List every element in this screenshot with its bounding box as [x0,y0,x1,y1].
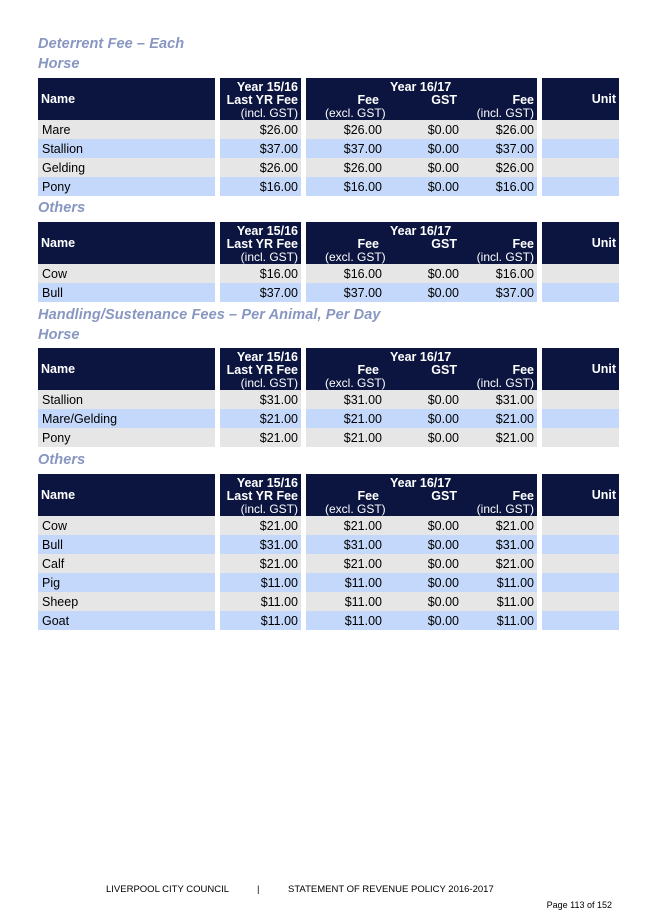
header-last-yr-fee: Last YR Fee [226,489,298,503]
cell-last-yr-fee: $26.00 [220,120,301,139]
cell-unit [542,139,619,158]
cell-fee-excl-gst: $26.00 [306,120,385,139]
cell-fee-excl-gst: $16.00 [306,264,385,283]
cell-unit [542,535,619,554]
cell-unit [542,283,619,302]
header-year-prev: Year 15/16 [236,476,298,490]
cell-fee-incl-gst: $21.00 [462,516,537,535]
header-year-curr: Year 16/17 [390,224,452,238]
header-fee: Fee [357,237,379,251]
cell-fee-incl-gst: $11.00 [462,573,537,592]
cell-name: Stallion [38,390,215,409]
col-header-unit: Unit [542,348,619,390]
table-row [38,264,619,283]
footer-organisation: LIVERPOOL CITY COUNCIL [106,884,230,895]
header-excl-gst: (excl. GST) [325,106,386,120]
cell-gst: $0.00 [385,428,462,447]
cell-gst: $0.00 [385,139,462,158]
table-row [38,535,619,554]
table-row [38,158,619,177]
col-header-last-yr-fee [220,222,301,264]
cell-fee-excl-gst: $21.00 [306,428,385,447]
header-fee-incl: Fee [512,489,534,503]
col-header-unit: Unit [542,474,619,516]
table-row [38,120,619,139]
cell-gst: $0.00 [385,390,462,409]
header-excl-gst: (excl. GST) [325,502,386,516]
section-heading: Deterrent Fee – Each [38,36,185,52]
col-header-name: Name [38,474,215,516]
cell-name: Sheep [38,592,215,611]
table-row [38,428,619,447]
col-header-name: Name [38,348,215,390]
header-fee: Fee [357,93,379,107]
cell-fee-incl-gst: $16.00 [462,177,537,196]
cell-name: Cow [38,264,215,283]
table-row [38,554,619,573]
cell-fee-excl-gst: $31.00 [306,535,385,554]
cell-gst: $0.00 [385,535,462,554]
cell-fee-incl-gst: $37.00 [462,139,537,158]
header-fee-incl: Fee [512,237,534,251]
header-gst: GST [431,489,457,503]
cell-last-yr-fee: $26.00 [220,158,301,177]
cell-unit [542,428,619,447]
cell-unit [542,177,619,196]
cell-last-yr-fee: $21.00 [220,409,301,428]
cell-fee-excl-gst: $11.00 [306,573,385,592]
header-year-prev: Year 15/16 [236,224,298,238]
header-fee-incl: Fee [512,93,534,107]
col-header-unit: Unit [542,222,619,264]
cell-unit [542,409,619,428]
page-number: Page 113 of 152 [546,900,612,910]
cell-last-yr-fee: $11.00 [220,573,301,592]
cell-fee-excl-gst: $26.00 [306,158,385,177]
cell-fee-incl-gst: $26.00 [462,158,537,177]
subsection-heading: Horse [38,56,80,72]
header-incl-gst: (incl. GST) [476,106,534,120]
cell-fee-excl-gst: $37.00 [306,283,385,302]
header-year-curr: Year 16/17 [390,476,452,490]
cell-last-yr-fee: $21.00 [220,428,301,447]
cell-name: Bull [38,283,215,302]
header-gst: GST [431,237,457,251]
footer-separator: | [257,884,260,895]
table-row [38,592,619,611]
col-header-year-curr [306,348,537,390]
cell-fee-incl-gst: $21.00 [462,428,537,447]
subsection-heading: Others [38,452,86,468]
header-excl-gst: (excl. GST) [325,250,386,264]
table-row [38,283,619,302]
cell-fee-excl-gst: $21.00 [306,516,385,535]
header-incl-gst: (incl. GST) [240,376,298,390]
table-row [38,177,619,196]
cell-unit [542,264,619,283]
cell-last-yr-fee: $11.00 [220,592,301,611]
cell-name: Pony [38,177,215,196]
cell-gst: $0.00 [385,592,462,611]
cell-last-yr-fee: $31.00 [220,390,301,409]
cell-last-yr-fee: $37.00 [220,139,301,158]
header-excl-gst: (excl. GST) [325,376,386,390]
col-header-year-curr [306,78,537,120]
cell-gst: $0.00 [385,611,462,630]
cell-unit [542,611,619,630]
table-row [38,409,619,428]
table-header-row [38,474,619,516]
cell-last-yr-fee: $37.00 [220,283,301,302]
fee-table [38,222,619,302]
cell-fee-excl-gst: $37.00 [306,139,385,158]
footer-document-title: STATEMENT OF REVENUE POLICY 2016-2017 [288,884,494,895]
cell-name: Goat [38,611,215,630]
cell-fee-excl-gst: $21.00 [306,554,385,573]
subsection-heading: Horse [38,327,80,343]
cell-unit [542,516,619,535]
header-year-curr: Year 16/17 [390,80,452,94]
header-incl-gst: (incl. GST) [476,502,534,516]
col-header-last-yr-fee [220,78,301,120]
fee-table [38,474,619,630]
cell-name: Cow [38,516,215,535]
subsection-heading: Others [38,200,86,216]
table-row [38,390,619,409]
cell-unit [542,120,619,139]
cell-unit [542,158,619,177]
fee-table [38,348,619,447]
header-last-yr-fee: Last YR Fee [226,237,298,251]
cell-gst: $0.00 [385,158,462,177]
header-incl-gst: (incl. GST) [240,502,298,516]
cell-fee-incl-gst: $26.00 [462,120,537,139]
cell-last-yr-fee: $11.00 [220,611,301,630]
cell-fee-incl-gst: $21.00 [462,554,537,573]
header-last-yr-fee: Last YR Fee [226,93,298,107]
cell-name: Pony [38,428,215,447]
header-incl-gst: (incl. GST) [240,250,298,264]
cell-last-yr-fee: $31.00 [220,535,301,554]
cell-name: Gelding [38,158,215,177]
cell-fee-incl-gst: $16.00 [462,264,537,283]
cell-fee-incl-gst: $21.00 [462,409,537,428]
cell-fee-incl-gst: $31.00 [462,390,537,409]
cell-fee-incl-gst: $11.00 [462,592,537,611]
header-last-yr-fee: Last YR Fee [226,363,298,377]
cell-gst: $0.00 [385,516,462,535]
cell-unit [542,592,619,611]
cell-fee-excl-gst: $11.00 [306,611,385,630]
header-fee: Fee [357,489,379,503]
col-header-last-yr-fee [220,474,301,516]
header-gst: GST [431,363,457,377]
cell-last-yr-fee: $16.00 [220,177,301,196]
cell-last-yr-fee: $21.00 [220,516,301,535]
cell-unit [542,573,619,592]
cell-gst: $0.00 [385,554,462,573]
col-header-name: Name [38,78,215,120]
header-year-prev: Year 15/16 [236,350,298,364]
header-fee: Fee [357,363,379,377]
table-row [38,611,619,630]
cell-fee-incl-gst: $11.00 [462,611,537,630]
header-incl-gst: (incl. GST) [476,250,534,264]
table-header-row [38,348,619,390]
cell-gst: $0.00 [385,283,462,302]
header-fee-incl: Fee [512,363,534,377]
cell-unit [542,390,619,409]
cell-gst: $0.00 [385,573,462,592]
table-row [38,573,619,592]
table-header-row [38,222,619,264]
cell-gst: $0.00 [385,120,462,139]
cell-name: Mare [38,120,215,139]
header-gst: GST [431,93,457,107]
cell-fee-excl-gst: $11.00 [306,592,385,611]
col-header-year-curr [306,474,537,516]
header-year-curr: Year 16/17 [390,350,452,364]
cell-fee-incl-gst: $31.00 [462,535,537,554]
col-header-last-yr-fee [220,348,301,390]
cell-name: Calf [38,554,215,573]
cell-gst: $0.00 [385,409,462,428]
header-incl-gst: (incl. GST) [240,106,298,120]
table-header-row [38,78,619,120]
cell-last-yr-fee: $21.00 [220,554,301,573]
table-row [38,516,619,535]
cell-fee-incl-gst: $37.00 [462,283,537,302]
cell-gst: $0.00 [385,177,462,196]
cell-fee-excl-gst: $21.00 [306,409,385,428]
header-year-prev: Year 15/16 [236,80,298,94]
header-incl-gst: (incl. GST) [476,376,534,390]
cell-gst: $0.00 [385,264,462,283]
col-header-name: Name [38,222,215,264]
cell-name: Stallion [38,139,215,158]
cell-fee-excl-gst: $16.00 [306,177,385,196]
section-heading: Handling/Sustenance Fees – Per Animal, Per Day [38,307,381,323]
table-row [38,139,619,158]
col-header-year-curr [306,222,537,264]
cell-unit [542,554,619,573]
cell-name: Pig [38,573,215,592]
cell-fee-excl-gst: $31.00 [306,390,385,409]
cell-last-yr-fee: $16.00 [220,264,301,283]
col-header-unit: Unit [542,78,619,120]
cell-name: Mare/Gelding [38,409,215,428]
fee-table [38,78,619,196]
cell-name: Bull [38,535,215,554]
